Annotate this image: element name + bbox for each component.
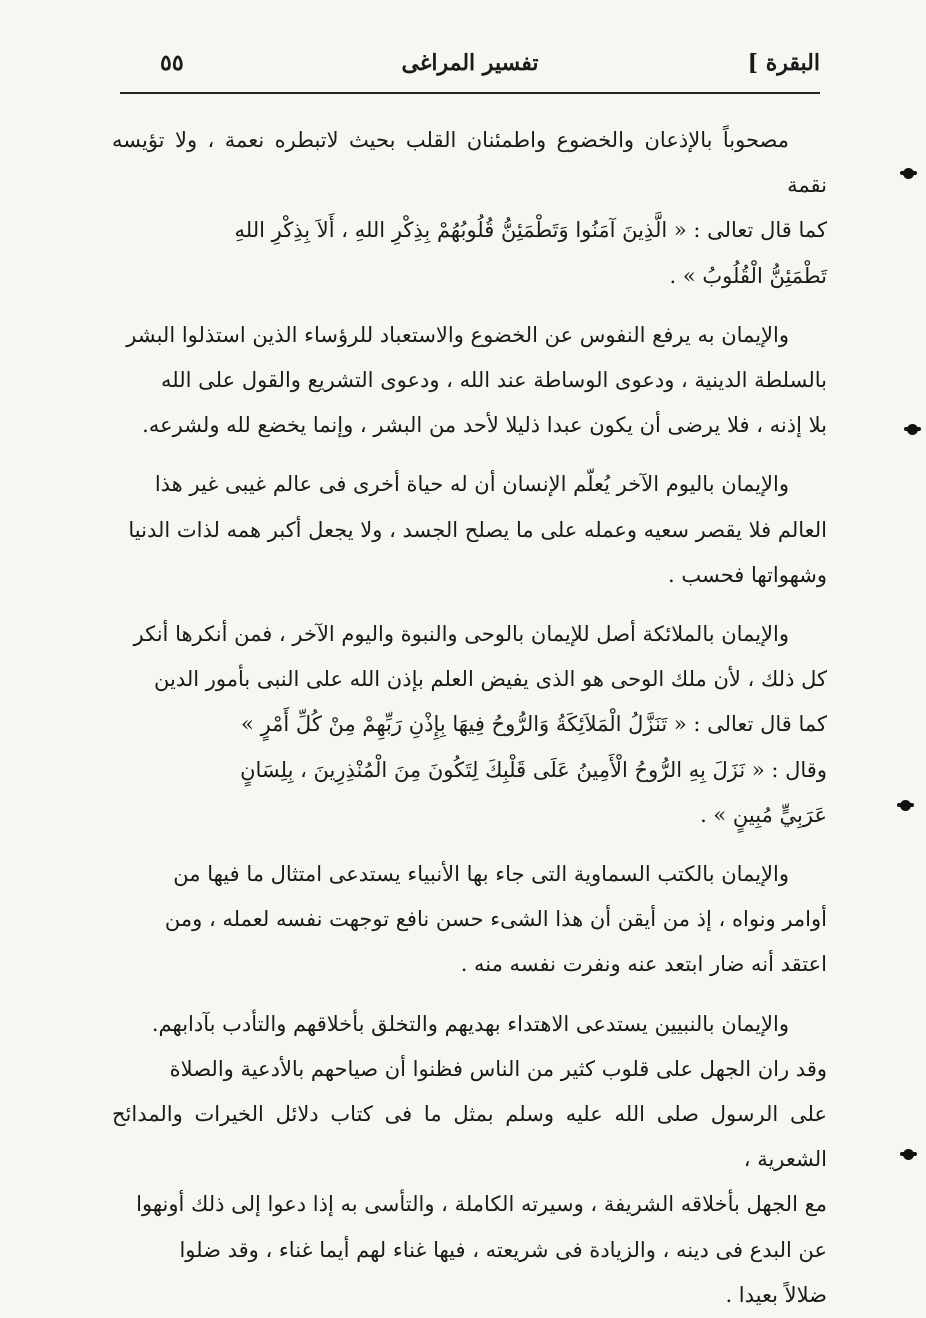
text-line: عَرَبِيٍّ مُبِينٍ » . <box>700 802 827 827</box>
text-line: كما قال تعالى : « تَنَزَّلُ الْمَلاَئِكَةُ وَالرُّوحُ فِيهَا بِإِذْنِ رَبِّهِمْ مِنْ كُلِّ أَمْرٍ » <box>241 712 827 737</box>
paragraph <box>112 1002 827 1318</box>
text-line: والإيمان بالنبيين يستدعى الاهتداء بهديهم والتخلق بأخلاقهم والتأدب بآدابهم. <box>151 1011 789 1036</box>
text-line: تَطْمَئِنُّ الْقُلُوبُ » . <box>669 263 827 288</box>
paragraph <box>112 462 827 598</box>
paragraph <box>112 313 827 449</box>
text-line: والإيمان بالكتب السماوية التى جاء بها الأنبياء يستدعى امتثال ما فيها من <box>173 862 789 887</box>
text-line: والإيمان باليوم الآخر يُعلّم الإنسان أن له حياة أخرى فى عالم غيبى غير هذا <box>154 472 789 497</box>
text-line: كل ذلك ، لأن ملك الوحى هو الذى يفيض العلم بإذن الله على النبى بأمور الدين <box>154 667 827 692</box>
paragraph <box>112 612 827 838</box>
text-line: عن البدع فى دينه ، والزيادة فى شريعته ، فيها غناء لهم أيما غناء ، وقد ضلوا <box>179 1237 827 1262</box>
paragraph <box>112 118 827 299</box>
text-line: مع الجهل بأخلاقه الشريفة ، وسيرته الكاملة ، والتأسى به إذا دعوا إلى ذلك أونهوا <box>136 1192 827 1217</box>
text-line: أوامر ونواه ، إذ من أيقن أن هذا الشىء حسن نافع توجهت نفسه لعمله ، ومن <box>164 907 827 932</box>
text-line: العالم فلا يقصر سعيه وعمله على ما يصلح الجسد ، ولا يجعل أكبر همه لذات الدنيا <box>128 517 827 542</box>
text-line: كما قال تعالى : « الَّذِينَ آمَنُوا وَتَطْمَئِنُّ قُلُوبُهُمْ بِذِكْرِ اللهِ ، أَلاَ بِذِكْرِ اللهِ <box>234 218 827 243</box>
text-line: وشهواتها فحسب . <box>668 562 827 587</box>
text-line: مصحوباً بالإذعان والخضوع واطمئنان القلب بحيث لاتبطره نعمة ، ولا تؤيسه نقمة <box>112 128 827 198</box>
book-title: تفسير المراغى <box>401 50 539 76</box>
text-line: وقد ران الجهل على قلوب كثير من الناس فظنوا أن صياحهم بالأدعية والصلاة <box>169 1056 827 1081</box>
surah-name: البقرة ] <box>747 50 820 76</box>
page-number: ٥٥ <box>160 50 184 76</box>
margin-mark <box>903 1149 914 1160</box>
text-line: ضلالاً بعيدا . <box>725 1282 827 1307</box>
text-line: على الرسول صلى الله عليه وسلم بمثل ما فى كتاب دلائل الخيرات والمدائح الشعرية ، <box>112 1102 827 1172</box>
text-line: بلا إذنه ، فلا يرضى أن يكون عبدا ذليلا لأحد من البشر ، وإنما يخضع لله ولشرعه. <box>142 413 827 438</box>
page-header <box>120 44 820 94</box>
page-body <box>112 118 827 1318</box>
text-line: اعتقد أنه ضار ابتعد عنه ونفرت نفسه منه . <box>460 952 827 977</box>
margin-mark <box>903 168 914 179</box>
header-rule <box>120 92 820 94</box>
margin-mark <box>907 424 918 435</box>
text-line: والإيمان بالملائكة أصل للإيمان بالوحى والنبوة واليوم الآخر ، فمن أنكرها أنكر <box>133 622 789 647</box>
text-line: والإيمان به يرفع النفوس عن الخضوع والاستعباد للرؤساء الذين استذلوا البشر <box>126 322 789 347</box>
text-line: وقال : « نَزَلَ بِهِ الرُّوحُ الْأَمِينُ عَلَى قَلْبِكَ لِتَكُونَ مِنَ الْمُنْذِرِينَ ، بِلِسَانٍ <box>240 757 827 782</box>
paragraph <box>112 852 827 988</box>
margin-mark <box>900 800 911 811</box>
text-line: بالسلطة الدينية ، ودعوى الوساطة عند الله ، ودعوى التشريع والقول على الله <box>161 368 827 393</box>
